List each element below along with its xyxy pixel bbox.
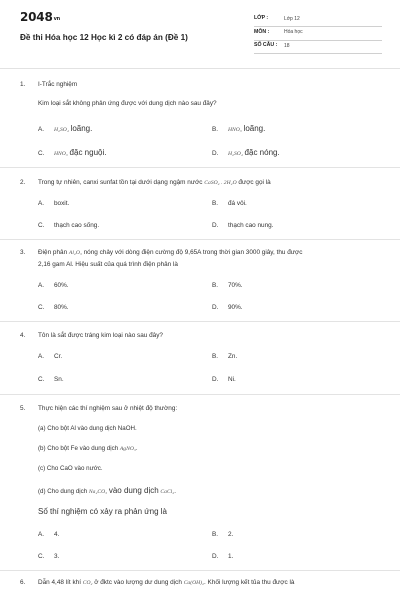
option-text: 90%. — [228, 304, 243, 311]
option-text: 1. — [228, 553, 234, 560]
option-letter: C. — [38, 222, 45, 229]
option-c[interactable] — [38, 304, 69, 311]
option-letter: B. — [212, 282, 219, 289]
experiment-a: (a) Cho bột Al vào dung dịch NaOH. — [38, 425, 137, 432]
option-text: Cr. — [54, 353, 63, 360]
option-letter: D. — [212, 553, 219, 560]
option-text: loãng. — [70, 124, 93, 133]
question-number: 1. — [20, 81, 26, 88]
option-letter: D. — [212, 376, 219, 383]
option-b[interactable] — [212, 353, 237, 360]
question-stem: Thực hiện các thí nghiệm sau ở nhiệt độ thường: — [38, 405, 178, 412]
chem-formula: AgNO₃ — [119, 446, 136, 452]
option-b[interactable] — [212, 282, 243, 289]
option-text: Sn. — [54, 376, 64, 383]
question-divider — [0, 570, 400, 571]
option-letter: B. — [212, 353, 219, 360]
option-d[interactable] — [212, 553, 233, 560]
option-text: đặc nguội. — [69, 148, 107, 157]
chem-formula: CaSO₄ . 2H₂O — [204, 180, 237, 186]
question-number: 2. — [20, 179, 26, 186]
site-logo[interactable]: 2048vn — [20, 10, 61, 24]
option-letter: C. — [38, 304, 45, 311]
question-divider — [0, 394, 400, 395]
option-c[interactable] — [38, 222, 99, 229]
option-text: 80%. — [54, 304, 69, 311]
option-letter: D. — [212, 304, 219, 311]
option-text: đá vôi. — [228, 200, 247, 207]
option-letter: D. — [212, 222, 219, 229]
option-a[interactable] — [38, 282, 69, 289]
option-b[interactable] — [212, 200, 247, 207]
meta-row-subject — [254, 28, 382, 41]
chem-formula: CaCl₂ — [160, 489, 175, 495]
option-text: đặc nóng. — [244, 148, 280, 157]
question-stem: Kim loại sắt không phản ứng được với dung dịch nào sau đây? — [38, 100, 217, 107]
meta-value: Hóa học — [284, 29, 303, 36]
option-text: 2. — [228, 531, 234, 538]
option-c[interactable] — [38, 376, 64, 383]
question-stem: Điện phân Al₂O₃ nóng chảy với dòng điện cường độ 9,65A trong thời gian 3000 giây, thu được — [38, 249, 303, 256]
option-d[interactable] — [212, 376, 236, 383]
question-divider — [0, 167, 400, 168]
option-a[interactable] — [38, 124, 92, 133]
experiment-b: (b) Cho bột Fe vào dung dịch AgNO₃. — [38, 445, 138, 452]
option-text: 60%. — [54, 282, 69, 289]
option-letter: B. — [212, 200, 219, 207]
option-letter: C. — [38, 553, 45, 560]
header — [0, 0, 400, 68]
option-text: 3. — [54, 553, 60, 560]
section-label: I-Trắc nghiệm — [38, 81, 78, 88]
header-divider — [0, 68, 400, 69]
option-letter: A. — [38, 531, 45, 538]
question-number: 5. — [20, 405, 26, 412]
option-letter: A. — [38, 353, 45, 360]
question-stem: 2,16 gam Al. Hiệu suất của quá trình điện phân là — [38, 261, 178, 268]
meta-row-count — [254, 41, 382, 54]
chem-formula: H₂SO₄ — [54, 127, 69, 133]
meta-key: MÔN : — [254, 28, 270, 35]
option-letter: D. — [212, 150, 219, 157]
option-letter: B. — [212, 126, 219, 133]
question-divider — [0, 239, 400, 240]
option-letter: C. — [38, 150, 45, 157]
question-stem: Dẫn 4,48 lít khí CO₂ ở đktc vào lượng dư dung dịch Ca(OH)₂. Khối lượng kết tủa thu được là — [38, 579, 295, 586]
question-number: 4. — [20, 332, 26, 339]
option-letter: B. — [212, 531, 219, 538]
question-number: 3. — [20, 249, 26, 256]
chem-formula: Na₂CO₃ — [88, 489, 108, 495]
option-text: loãng. — [243, 124, 266, 133]
option-b[interactable] — [212, 531, 233, 538]
meta-row-grade — [254, 14, 382, 27]
exam-title: Đề thi Hóa học 12 Học kì 2 có đáp án (Đề 1) — [20, 33, 188, 42]
option-letter: C. — [38, 376, 45, 383]
chem-formula: HNO₃ — [228, 127, 242, 133]
option-text: thạch cao nung. — [228, 222, 274, 229]
option-letter: A. — [38, 126, 45, 133]
option-a[interactable] — [38, 531, 59, 538]
option-d[interactable] — [212, 148, 280, 157]
option-text: 70%. — [228, 282, 243, 289]
option-d[interactable] — [212, 222, 273, 229]
chem-formula: CO₂ — [82, 580, 93, 586]
question-prompt: Số thí nghiệm có xảy ra phản ứng là — [38, 507, 167, 516]
question-number: 6. — [20, 579, 26, 586]
experiment-d: (d) Cho dung dịch Na₂CO₃ vào dung dịch CaCl₂. — [38, 486, 176, 495]
question-stem: Trong tự nhiên, canxi sunfat tồn tại dưới dạng ngậm nước CaSO₄ . 2H₂O được gọi là — [38, 179, 271, 186]
experiment-c: (c) Cho CaO vào nước. — [38, 465, 103, 472]
meta-value: 18 — [284, 42, 290, 49]
option-letter: A. — [38, 200, 45, 207]
chem-formula: Ca(OH)₂ — [183, 580, 204, 586]
meta-key: LỚP : — [254, 15, 269, 21]
option-c[interactable] — [38, 148, 106, 157]
option-text: boxit. — [54, 200, 70, 207]
option-b[interactable] — [212, 124, 265, 133]
option-a[interactable] — [38, 353, 62, 360]
option-text: 4. — [54, 531, 60, 538]
option-c[interactable] — [38, 553, 59, 560]
exam-meta — [254, 14, 382, 55]
meta-key: SỐ CÂU : — [254, 42, 278, 49]
option-text: thạch cao sống. — [54, 222, 100, 229]
option-letter: A. — [38, 282, 45, 289]
meta-value: Lớp 12 — [284, 15, 300, 22]
option-text: Ni. — [228, 376, 236, 383]
question-divider — [0, 321, 400, 322]
option-text: Zn. — [228, 353, 238, 360]
option-d[interactable] — [212, 304, 243, 311]
chem-formula: Al₂O₃ — [68, 250, 82, 256]
option-a[interactable] — [38, 200, 69, 207]
question-stem: Tôn là sắt được tráng kim loại nào sau đây? — [38, 332, 163, 339]
chem-formula: H₂SO₄ — [228, 151, 243, 157]
chem-formula: HNO₃ — [54, 151, 68, 157]
